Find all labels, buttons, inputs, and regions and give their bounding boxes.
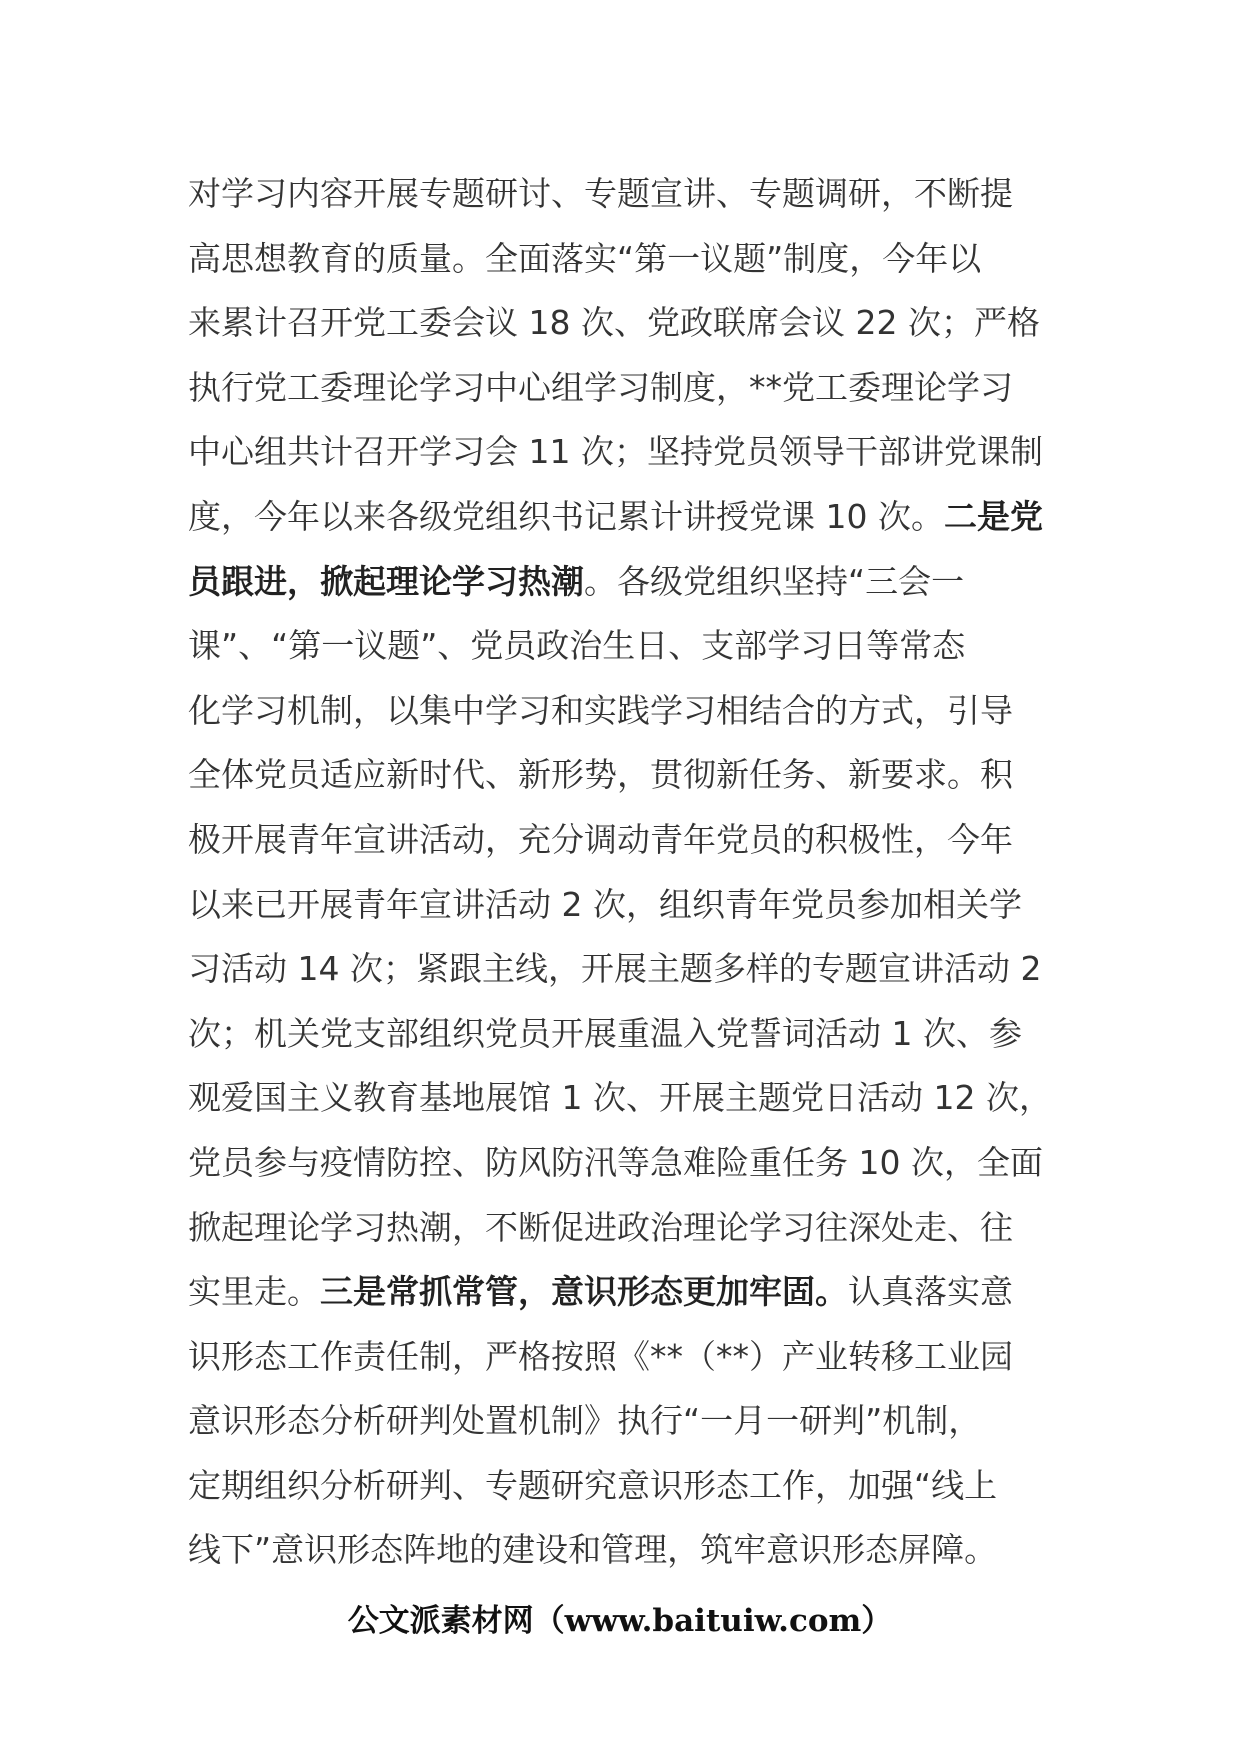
text-line — [188, 162, 1088, 227]
text-line — [188, 1260, 1088, 1325]
text-segment: 高思想教育的质量。全面落实“第一议题”制度，今年以 — [188, 238, 982, 278]
text-segment: 极开展青年宣讲活动，充分调动青年党员的积极性，今年 — [188, 819, 1013, 859]
text-line — [188, 937, 1088, 1002]
text-segment: 识形态工作责任制，严格按照《**（**）产业转移工业园 — [188, 1336, 1013, 1376]
text-segment: 对学习内容开展专题研讨、专题宣讲、专题调研，不断提 — [188, 174, 1013, 213]
text-segment: 掀起理论学习热潮，不断促进政治理论学习往深处走、往 — [188, 1207, 1013, 1247]
text-segment: 实里走。 — [188, 1272, 320, 1312]
text-line — [188, 227, 1088, 292]
text-line — [188, 1518, 1088, 1583]
text-line — [188, 1131, 1088, 1196]
bold-heading-segment: 员跟进，掀起理论学习热潮 — [188, 561, 584, 601]
text-segment: 次；机关党支部组织党员开展重温入党誓词活动 1 次、参 — [188, 1013, 1022, 1053]
text-segment: 习活动 14 次；紧跟主线，开展主题多样的专题宣讲活动 2 — [188, 949, 1042, 989]
text-line — [188, 679, 1088, 744]
bold-heading-segment: 三是常抓常管，意识形态更加牢固。 — [320, 1272, 848, 1312]
text-segment: 来累计召开党工委会议 18 次、党政联席会议 22 次；严格 — [188, 303, 1040, 343]
text-line — [188, 873, 1088, 938]
text-line — [188, 420, 1088, 485]
text-segment: 。各级党组织坚持“三会一 — [584, 561, 965, 601]
text-line — [188, 550, 1088, 615]
text-line — [188, 485, 1088, 550]
text-segment: 全体党员适应新时代、新形势，贯彻新任务、新要求。积 — [188, 755, 1013, 795]
text-line — [188, 614, 1088, 679]
text-segment: 课”、“第一议题”、党员政治生日、支部学习日等常态 — [188, 626, 966, 666]
text-line — [188, 1389, 1088, 1454]
text-segment: 定期组织分析研判、专题研究意识形态工作，加强“线上 — [188, 1465, 998, 1505]
text-segment: 线下”意识形态阵地的建设和管理，筑牢意识形态屏障。 — [188, 1530, 998, 1570]
text-segment: 执行党工委理论学习中心组学习制度，**党工委理论学习 — [188, 367, 1013, 407]
text-line — [188, 1002, 1088, 1067]
body-text — [188, 162, 1088, 1583]
text-line — [188, 1454, 1088, 1519]
text-segment: 认真落实意 — [848, 1272, 1013, 1312]
text-line — [188, 356, 1088, 421]
text-segment: 化学习机制，以集中学习和实践学习相结合的方式，引导 — [188, 690, 1013, 730]
text-segment: 意识形态分析研判处置机制》执行“一月一研判”机制， — [188, 1401, 982, 1441]
text-segment: 观爱国主义教育基地展馆 1 次、开展主题党日活动 12 次， — [188, 1078, 1052, 1118]
text-line — [188, 1325, 1088, 1390]
text-line — [188, 743, 1088, 808]
text-segment: 以来已开展青年宣讲活动 2 次，组织青年党员参加相关学 — [188, 884, 1022, 924]
footer-watermark: 公文派素材网（www.baituiw.com） — [347, 1603, 893, 1639]
text-line — [188, 808, 1088, 873]
text-segment: 党员参与疫情防控、防风防汛等急难险重任务 10 次，全面 — [188, 1142, 1043, 1182]
text-segment: 度，今年以来各级党组织书记累计讲授党课 10 次。 — [188, 496, 944, 536]
text-line — [188, 1196, 1088, 1261]
text-segment: 中心组共计召开学习会 11 次；坚持党员领导干部讲党课制 — [188, 432, 1043, 472]
text-line — [188, 1066, 1088, 1131]
bold-heading-segment: 二是党 — [943, 496, 1043, 536]
text-line — [188, 291, 1088, 356]
